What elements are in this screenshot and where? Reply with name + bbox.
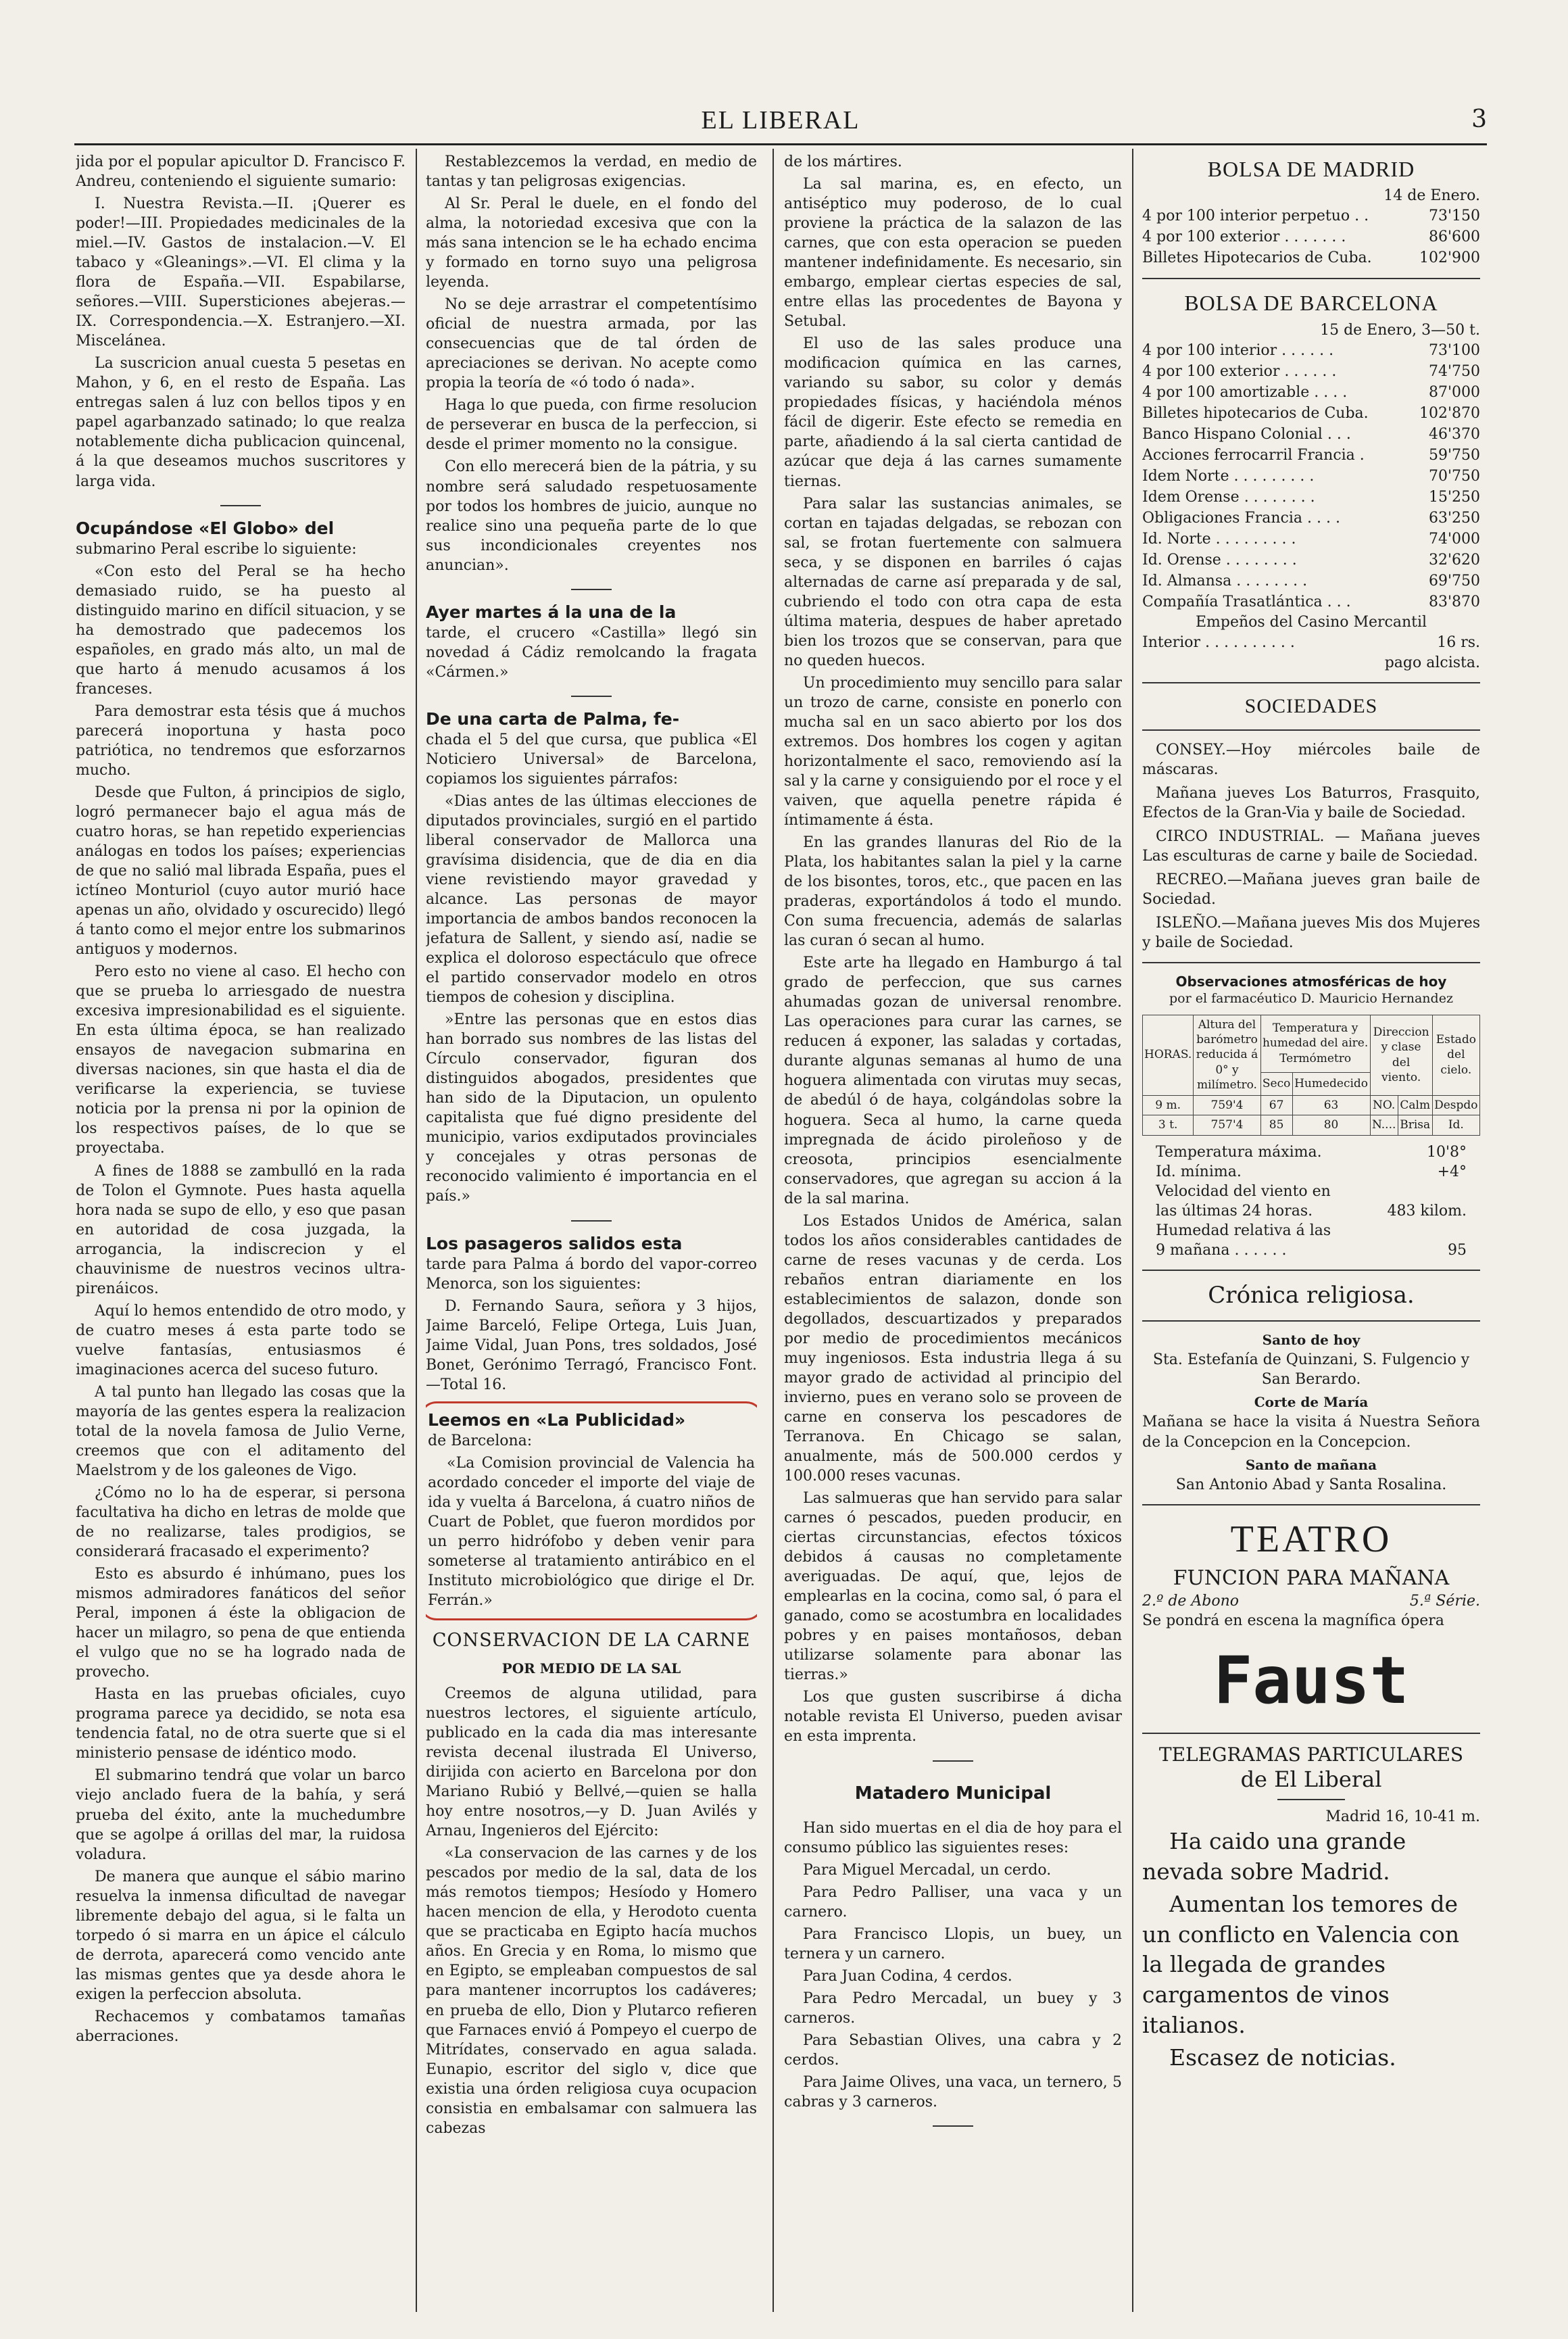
list-item: Para Pedro Palliser, una vaca y un carnero.	[784, 1883, 1122, 1921]
table-cell: 759'4	[1194, 1095, 1260, 1115]
paragraph: «La Comision provincial de Valencia ha acordado conceder el importe del viaje de ida y vuelta á Barcelona, á cuatro niños de Cuart de Poblet, que fueron mordidos por un perro hidrófobo y deben venir para someterse al tratamiento antirábico en el Instituto microbiológico que dirige el Dr. Ferrán.»	[428, 1454, 755, 1609]
bolsa-date: 14 de Enero.	[1383, 187, 1480, 205]
list-item: Para Sebastian Olives, una cabra y 2 cerdos.	[784, 2032, 1122, 2069]
table-cell: Id. Orense . . . . . . . .	[1142, 551, 1297, 569]
section-divider	[1142, 962, 1480, 963]
section-divider	[1277, 1799, 1345, 1800]
weather-label: las últimas 24 horas.	[1156, 1202, 1313, 1220]
table-header: Humedecido	[1292, 1072, 1370, 1095]
table-row	[1143, 1015, 1480, 1072]
table-row	[1142, 206, 1480, 226]
paragraph: Para demostrar esta tésis que á muchos parecerá inoportuna y hasta poco patriótica, no tendremos que esforzarnos mucho.	[76, 702, 406, 779]
paragraph: »Entre las personas que en estos dias han borrado sus nombres de las listas del Círculo conservador, figuran dos distinguidos abogados, presidentes que han sido de la Diputacion, un opulento capitalista que fué digno presidente del municipio, varios exdiputados provinciales y concejales y otras personas de reconocido valimiento é importancia en el país.»	[426, 1011, 757, 1205]
table-header: Altura del barómetro reducida á 0° y milímetro.	[1194, 1015, 1260, 1095]
weather-line	[1142, 1182, 1480, 1201]
abono-right: 5.ª Série.	[1409, 1593, 1480, 1610]
table-row	[1142, 632, 1480, 653]
telegram-date: Madrid 16, 10-41 m.	[1325, 1808, 1480, 1826]
paragraph: Ha caido una grande nevada sobre Madrid.	[1142, 1828, 1406, 1885]
paragraph: Esto es absurdo é inhúmano, pues los mismos admiradores fanáticos del señor Peral, imponen á éste la obligacion de hacer un milagro, so pena de que entienda el vulgo que no se ha logrado nada de provecho.	[76, 1566, 406, 1681]
table-row	[1142, 361, 1480, 382]
table-cell: 4 por 100 amortizable . . . .	[1142, 383, 1348, 401]
column-2	[426, 152, 757, 2315]
paragraph: A tal punto han llegado las cosas que la mayoría de las gentes espera la realizacion total de la novela famosa de Julio Verne, creemos que con el aditamento del Maelstrom y de los galeones de Vigo.	[76, 1383, 406, 1479]
table-cell: Brisa	[1398, 1115, 1432, 1135]
section-divider	[571, 696, 612, 697]
table-header: Direccion y clase del viento.	[1370, 1015, 1432, 1095]
paragraph: Aquí lo hemos entendido de otro modo, y de cuatro meses á esta parte todo se vuelve fantasías, entusiasmos é imaginaciones acerca del suceso futuro.	[76, 1302, 406, 1378]
teatro-heading: TEATRO	[1230, 1518, 1392, 1560]
paragraph: D. Fernando Saura, señora y 3 hijos, Jaime Barceló, Felipe Ortega, Luis Juan, Jaime Vidal, Juan Pons, tres soldados, José Bonet, Gerónimo Terragó, Francisco Font.—Total 16.	[426, 1297, 757, 1393]
subheading: Santo de hoy	[1262, 1331, 1361, 1348]
bolsa-madrid-table	[1142, 206, 1480, 268]
column-3	[784, 152, 1122, 2315]
paragraph: Al Sr. Peral le duele, en el fondo del alma, la notoriedad excesiva que con la más sana intencion se le ha echado encima y formado en torno suyo una peligrosa leyenda.	[426, 195, 757, 291]
table-cell: 74'750	[1428, 362, 1480, 380]
weather-summary	[1142, 1142, 1480, 1260]
article-headline: De una carta de Palma, fe-	[426, 708, 680, 729]
column-rule	[773, 149, 774, 2312]
table-cell: Id. Almansa . . . . . . . .	[1142, 572, 1308, 589]
section-divider	[220, 505, 261, 506]
paragraph: I. Nuestra Revista.—II. ¡Querer es poder!—III. Propiedades medicinales de la miel.—IV. Gastos de instalacion.—V. El tabaco y «Gleanings».—VI. El clima y la flora de España.—VII. Espabilarse, señores.—VIII. Supersticiones abejeras.—IX. Correspondencia.—X. Estranjero.—XI. Miscelánea.	[76, 195, 406, 350]
section-divider	[1142, 682, 1480, 683]
table-row	[1142, 424, 1480, 445]
table-cell: 63'250	[1428, 509, 1480, 527]
weather-label: 9 mañana . . . . . .	[1156, 1241, 1287, 1259]
weather-label: Temperatura máxima.	[1156, 1143, 1322, 1161]
table-row	[1143, 1095, 1480, 1115]
paragraph: Han sido muertas en el dia de hoy para el consumo público las siguientes reses:	[784, 1819, 1122, 1856]
telegram-text	[1142, 1827, 1480, 2073]
table-row	[1142, 487, 1480, 508]
paragraph: «La conservacion de las carnes y de los pescados por medio de la sal, data de los más remotos tiempos; Hesíodo y Homero hacen mencion de ella, y Herodoto cuenta que se practicaba en Egipto hacía muchos años. En Grecia y en Roma, lo mismo que en Egipto, se empleaban compuestos de sal para mantener incorruptos los cadáveres; en prueba de ello, Dion y Plutarco refieren que Farnaces envió á Pompeyo el cuerpo de Mitrídates, conservado en agua salada. Eunapio, escritor del siglo v, dice que existia una órden religiosa cuya ocupacion consistia en embalsamar con salmuera las cabezas	[426, 1845, 757, 2137]
paragraph: Este arte ha llegado en Hamburgo á tal grado de perfeccion, que sus carnes ahumadas gozan de universal renombre. Las operaciones para curar las carnes, se reducen á exponer, las saladas y cortadas, durante algunas semanas al humo de una hoguera alimentada con virutas muy secas, de abedúl ó de haya, colgándolas sobre la hoguera. Seca al humo, la carne queda impregnada de ácido piroleñoso y de creosota, principios esencialmente conservadores, que agregan su accion á la de la sal marina.	[784, 955, 1122, 1207]
section-divider	[1142, 1733, 1480, 1734]
section-divider	[1142, 1270, 1480, 1271]
table-cell: Interior . . . . . . . . . .	[1142, 634, 1295, 652]
weather-value: 95	[1448, 1241, 1467, 1259]
sociedades-list	[1142, 740, 1480, 953]
table-cell: 63	[1292, 1095, 1370, 1115]
table-cell: 102'900	[1419, 249, 1480, 267]
weather-line	[1142, 1240, 1480, 1260]
table-row	[1142, 247, 1480, 268]
article-headline: Ocupándose «El Globo» del	[76, 518, 335, 538]
article-lead: chada el 5 del que cursa, que publica «El Noticiero Universal» de Barcelona, copiamos los siguientes párrafos:	[426, 731, 757, 788]
table-row	[1142, 508, 1480, 529]
abono-line	[1142, 1591, 1480, 1611]
bolsa-madrid-heading: BOLSA DE MADRID	[1207, 157, 1415, 181]
table-cell: Idem Norte . . . . . . . . .	[1142, 467, 1315, 485]
table-row	[1142, 529, 1480, 550]
table-row	[1142, 382, 1480, 403]
section-divider	[1142, 278, 1480, 279]
table-cell: 15'250	[1428, 488, 1480, 506]
header-text: Termómetro	[1279, 1051, 1352, 1065]
paragraph: Creemos de alguna utilidad, para nuestros lectores, el siguiente artículo, publicado en la cada dia mas interesante revista decenal ilustrada El Universo, dirijida con acierto en Barcelona por don Mariano Rubió y Bellvé,—quien se halla hoy entre nosotros,—y D. Juan Avilés y Arnau, Ingenieros del Ejército:	[426, 1685, 757, 1840]
table-cell: Calm	[1398, 1095, 1432, 1115]
table-row	[1142, 403, 1480, 424]
article-headline: Los pasageros salidos esta	[426, 1233, 683, 1253]
paragraph: Aumentan los temores de un conflicto en Valencia con la llegada de grandes cargamentos de vinos italianos.	[1142, 1891, 1460, 2038]
page-number: 3	[1471, 105, 1487, 133]
paragraph: «Con esto del Peral se ha hecho demasiado ruido, se ha puesto al distinguido marino en difícil situacion, y se ha demostrado que padecemos los españoles, en grado más alto, un mal de que harto á menudo acusamos á los franceses.	[76, 562, 406, 698]
table-cell: 70'750	[1428, 467, 1480, 485]
funcion-heading: FUNCION PARA MAÑANA	[1173, 1566, 1450, 1590]
paragraph: La sal marina, es, en efecto, un antiséptico muy poderoso, de lo cual proviene la práctica de la salazon de las carnes, que con esta operacion se pueden mantener indefinidamente. Es necesario, sin embargo, emplear ciertas especies de sal, entre ellas las procedentes de Bayona y Setubal.	[784, 176, 1122, 331]
table-row	[1142, 226, 1480, 247]
section-divider	[1142, 729, 1480, 731]
bolsa-barcelona-heading: BOLSA DE BARCELONA	[1184, 291, 1438, 316]
article-headline: Leemos en «La Publicidad»	[428, 1409, 686, 1430]
table-cell: 73'100	[1428, 341, 1480, 359]
section-heading: CONSERVACION DE LA CARNE	[432, 1630, 751, 1651]
table-cell: 32'620	[1428, 551, 1480, 569]
bolsa-date: 15 de Enero, 3—50 t.	[1320, 321, 1480, 339]
table-row	[1142, 592, 1480, 612]
column-4	[1142, 152, 1480, 2315]
paragraph: «Dias antes de las últimas elecciones de diputados provinciales, surgió en el partido liberal conservador de Mallorca una gravísima disidencia, que de dia en dia viene revistiendo mayor gravedad y alcance. Las personas de mayor importancia de ambos bandos reconocen la jefatura de Sallent, y siendo así, nadie se explica el doloroso espectáculo que ofrece el partido conservador modelo en otros tiempos de cohesion y disciplina.	[426, 792, 757, 1007]
paragraph: de los mártires.	[784, 153, 902, 170]
empenos-table	[1142, 632, 1480, 653]
article-lead: de Barcelona:	[428, 1432, 533, 1449]
table-row	[1142, 340, 1480, 361]
table-cell: 73'150	[1428, 208, 1480, 225]
weather-value: 10'8°	[1426, 1143, 1467, 1161]
table-cell: Id.	[1432, 1115, 1479, 1135]
header-text: Temperatura y humedad del aire.	[1262, 1021, 1369, 1051]
subheading: Corte de María	[1254, 1394, 1369, 1411]
weather-label: Velocidad del viento en	[1156, 1182, 1331, 1200]
paragraph: A fines de 1888 se zambulló en la rada de Tolon el Gymnote. Pues hasta aquella hora nada se supo de ello, y eso que pasan en autoridad de cosa juzgada, la arrogancia, la indiscrecion y el chauvinisme de nuestros vecinos ultra-pirenáicos.	[76, 1162, 406, 1297]
abono-left: 2.º de Abono	[1142, 1593, 1240, 1610]
table-cell: 3 t.	[1143, 1115, 1194, 1135]
table-cell: 46'370	[1428, 425, 1480, 443]
paragraph: La suscricion anual cuesta 5 pesetas en Mahon, y 6, en el resto de España. Las entregas salen á luz con bellos tipos y en papel agarbanzado satinado; lo que realza notablemente dicha publicacion quincenal, á la que deseamos muchos suscritores y larga vida.	[76, 355, 406, 490]
paragraph: San Antonio Abad y Santa Rosalina.	[1175, 1476, 1447, 1493]
table-cell: 69'750	[1428, 572, 1480, 589]
paragraph: ¿Cómo no lo ha de esperar, si persona facultativa ha dicho en letras de molde que de no realizarse, tales prodigios, se considerará fracasado el experimento?	[76, 1485, 406, 1561]
table-cell: 87'000	[1428, 383, 1480, 401]
table-cell: 4 por 100 exterior . . . . . . .	[1142, 228, 1346, 246]
table-cell: 86'600	[1428, 228, 1480, 246]
table-row	[1142, 550, 1480, 571]
pago-note: pago alcista.	[1384, 654, 1480, 672]
table-row	[1142, 571, 1480, 592]
table-cell: 4 por 100 interior perpetuo . .	[1142, 208, 1369, 225]
weather-value: +4°	[1437, 1163, 1467, 1180]
article-lead: submarino Peral escribe lo siguiente:	[76, 540, 357, 558]
section-divider	[933, 2125, 973, 2127]
telegramas-heading: TELEGRAMAS PARTICULARES	[1158, 1743, 1464, 1766]
table-row	[1142, 445, 1480, 466]
section-divider	[1142, 1504, 1480, 1505]
weather-subheading: por el farmacéutico D. Mauricio Hernandez	[1169, 991, 1453, 1007]
list-item: Mañana jueves Los Baturros, Frasquito, Efectos de la Gran-Via y baile de Sociedad.	[1142, 784, 1480, 821]
weather-line	[1142, 1221, 1480, 1240]
table-cell: 9 m.	[1143, 1095, 1194, 1115]
faust-title: Faust	[1213, 1642, 1409, 1718]
paragraph: Las salmueras que han servido para salar carnes ó pescados, pueden producir, en ciertas circunstancias, efectos tóxicos debidos á causas no completamente averiguadas. De aquí, que, lejos de emplearlas en la cocina, como sal, ó para el ganado, como se acostumbra en localidades pobres y en paises montañosos, deban utilizarse solamente para abonar las tierras.»	[784, 1490, 1122, 1684]
cronica-heading: Crónica religiosa.	[1208, 1281, 1415, 1309]
table-cell: Obligaciones Francia . . . .	[1142, 509, 1340, 527]
table-header	[1260, 1015, 1370, 1072]
column-rule	[1132, 149, 1133, 2312]
weather-line	[1142, 1201, 1480, 1221]
section-subheading: POR MEDIO DE LA SAL	[501, 1660, 681, 1677]
section-divider	[1142, 1320, 1480, 1322]
section-divider	[571, 1220, 612, 1222]
list-item: Para Francisco Llopis, un buey, un ternera y un carnero.	[784, 1925, 1122, 1962]
article-headline: Ayer martes á la una de la	[426, 602, 677, 622]
paragraph: Los Estados Unidos de América, salan todos los años considerables cantidades de carne de reses vacunas y de cerda. Los rebaños entran diariamente en los establecimientos de salazon, donde son degollados, descuartizados y preparados por medio de procedimientos mecánicos muy ingeniosos. Esta industria llega á su mayor grado de actividad al principio del invierno, pues en verano solo se proveen de carne en conserva los pescadores de Terranova. En Chicago se salan, anualmente, más de 500.000 cerdos y 100.000 reses vacunas.	[784, 1212, 1122, 1485]
list-item: Para Juan Codina, 4 cerdos.	[803, 1968, 1012, 1985]
table-cell: 4 por 100 interior . . . . . .	[1142, 341, 1334, 359]
weather-line	[1142, 1162, 1480, 1182]
paragraph: Se pondrá en escena la magnífica ópera	[1142, 1612, 1444, 1630]
paragraph: Los que gusten suscribirse á dicha notable revista El Universo, pueden avisar en esta imprenta.	[784, 1689, 1122, 1745]
table-cell: Idem Orense . . . . . . . .	[1142, 488, 1315, 506]
table-cell: 80	[1292, 1115, 1370, 1135]
paragraph: Restablezcemos la verdad, en medio de tantas y tan peligrosas exigencias.	[426, 153, 757, 191]
table-cell: NO.	[1370, 1095, 1398, 1115]
weather-label: Humedad relativa á las	[1156, 1222, 1331, 1239]
section-divider	[933, 1760, 973, 1762]
weather-line	[1142, 1142, 1480, 1162]
table-header: HORAS.	[1143, 1015, 1194, 1095]
list-item: Para Pedro Mercadal, un buey y 3 carneros.	[784, 1990, 1122, 2027]
bolsa-barcelona-table	[1142, 340, 1480, 612]
paragraph: Escasez de noticias.	[1169, 2044, 1396, 2071]
sociedades-heading: SOCIEDADES	[1244, 695, 1378, 718]
table-header: Seco	[1260, 1072, 1292, 1095]
section-divider	[571, 589, 612, 590]
table-cell: Banco Hispano Colonial . . .	[1142, 425, 1351, 443]
list-item: CIRCO INDUSTRIAL. — Mañana jueves Las esculturas de carne y baile de Sociedad.	[1142, 827, 1480, 865]
telegramas-subheading: de El Liberal	[1240, 1766, 1382, 1792]
paragraph: Haga lo que pueda, con firme resolucion de perseverar en busca de la perfeccion, si desde el primer momento no la consigue.	[426, 397, 757, 454]
table-cell: 85	[1260, 1115, 1292, 1135]
weather-heading: Observaciones atmosféricas de hoy	[1175, 973, 1447, 990]
weather-label: Id. mínima.	[1156, 1163, 1242, 1180]
paragraph: Con ello merecerá bien de la pátria, y su nombre será saludado respetuosamente por todos los hombres de juicio, aunque no realice sino una pequeña parte de lo que sus incondicionales creyentes nos anuncian».	[426, 458, 757, 574]
table-header: Estado del cielo.	[1432, 1015, 1479, 1095]
highlighted-article	[426, 1401, 757, 1620]
table-cell: Compañía Trasatlántica . . .	[1142, 594, 1351, 610]
list-item: Para Miguel Mercadal, un cerdo.	[803, 1861, 1052, 1879]
paragraph: Hasta en las pruebas oficiales, cuyo programa parece ya decidido, se nota esa tendencia fatal, no de otra suerte que si el ministerio pensase de idéntico modo.	[76, 1686, 406, 1762]
table-cell: Id. Norte . . . . . . . . .	[1142, 530, 1296, 548]
table-cell: Billetes hipotecarios de Cuba.	[1142, 404, 1369, 422]
table-cell: 67	[1260, 1095, 1292, 1115]
table-cell: 74'000	[1428, 530, 1480, 548]
paragraph: En las grandes llanuras del Rio de la Plata, los habitantes salan la piel y la carne de los bisontes, toros, etc., que pacen en las praderas, exportándolos á todo el mundo. Con suma frecuencia, además de salarlas las curan ó secan al humo.	[784, 834, 1122, 950]
article-lead: tarde para Palma á bordo del vapor-correo Menorca, son los siguientes:	[426, 1255, 757, 1293]
table-row	[1143, 1115, 1480, 1135]
weather-value: 483 kilom.	[1387, 1202, 1467, 1220]
table-cell: 757'4	[1194, 1115, 1260, 1135]
table-cell: 59'750	[1428, 446, 1480, 464]
empenos-heading: Empeños del Casino Mercantil	[1195, 614, 1427, 631]
paragraph: Rechacemos y combatamos tamañas aberraciones.	[76, 2008, 406, 2045]
masthead	[74, 101, 1487, 145]
masthead-title: EL LIBERAL	[701, 106, 860, 135]
table-cell: 16 rs.	[1437, 634, 1480, 652]
paragraph: Desde que Fulton, á principios de siglo, logró permanecer bajo el agua más de cuatro horas, se han repetido experiencias análogas en todos los países; experiencias de que no salió mal librada España, pues el ictíneo Monturiol (cuyo autor murió hace apenas un año, olvidado y oscurecido) llegó á tanto como el mejor entre los submarinos antiguos y modernos.	[76, 783, 406, 959]
list-item: RECREO.—Mañana jueves gran baile de Sociedad.	[1142, 871, 1480, 908]
paragraph: Sta. Estefanía de Quinzani, S. Fulgencio y San Berardo.	[1152, 1351, 1470, 1389]
paragraph: El submarino tendrá que volar un barco viejo anclado fuera de la bahía, y será prueba del éxito, ante la muchedumbre que se agolpe á orillas del mar, la ruidosa voladura.	[76, 1767, 406, 1863]
paragraph: No se deje arrastrar el competentísimo oficial de nuestra armada, por las consecuencias que de tal órden de apreciaciones se derivan. No acepte como propia la teoría de «ó todo ó nada».	[426, 296, 757, 392]
column-1	[76, 152, 406, 2315]
list-item: ISLEÑO.—Mañana jueves Mis dos Mujeres y baile de Sociedad.	[1142, 914, 1480, 951]
list-item: CONSEY.—Hoy miércoles baile de máscaras.	[1142, 741, 1480, 778]
weather-table	[1142, 1015, 1480, 1136]
table-cell: N....	[1370, 1115, 1398, 1135]
table-cell: 4 por 100 exterior . . . . . .	[1142, 362, 1337, 380]
list-item: Para Jaime Olives, una vaca, un ternero, 5 cabras y 3 carneros.	[784, 2074, 1122, 2111]
table-cell: Acciones ferrocarril Francia .	[1142, 446, 1365, 464]
paragraph: Un procedimiento muy sencillo para salar un trozo de carne, consiste en ponerlo con mucha sal en un saco abierto por los dos extremos. Dos hombres los cogen y agitan horizontalmente el saco, removiendo así la sal y la carne y consiguiendo por el roce y el vaiven, que aquella penetre rápida é íntimamente á ésta.	[784, 674, 1122, 829]
table-cell: 102'870	[1419, 404, 1480, 422]
paragraph: tarde, el crucero «Castilla» llegó sin novedad á Cádiz remolcando la fragata «Cármen.»	[426, 624, 757, 681]
table-cell: Billetes Hipotecarios de Cuba.	[1142, 249, 1372, 267]
section-heading: Matadero Municipal	[854, 1783, 1052, 1804]
table-row	[1142, 466, 1480, 487]
paragraph: jida por el popular apicultor D. Francisco F. Andreu, conteniendo el siguiente sumario:	[76, 153, 406, 191]
subheading: Santo de mañana	[1245, 1456, 1377, 1473]
paragraph: Para salar las sustancias animales, se cortan en tajadas delgadas, se rebozan con sal, se frotan fuertemente con salmuera seca, y se disponen en barriles ó cajas alternadas de carne así preparada y de sal, cubriendo el todo con otra capa de esta última materia, despues de haber apretado bien los trozos que se conservan, para que no queden huecos.	[784, 495, 1122, 669]
paragraph: Pero esto no viene al caso. El hecho con que se prueba lo arriesgado de nuestra excesiva impresionabilidad es el siguiente. En esta última época, se han realizado ensayos de navegacion submarina en diversas naciones, sin que hasta el dia de verificarse la experiencia, se tuviese noticia por la prensa ni por la opinion de los respectivos países, de lo que se proyectaba.	[76, 963, 406, 1157]
paragraph: Mañana se hace la visita á Nuestra Señora de la Concepcion en la Concepcion.	[1142, 1414, 1480, 1451]
paragraph: El uso de las sales produce una modificacion química en las carnes, variando su sabor, su color y demás propiedades físicas, y haciéndola ménos fácil de digerir. Este efecto se remedia en parte, añadiendo á la sal cierta cantidad de azúcar que deja á las carnes sumamente tiernas.	[784, 335, 1122, 490]
table-cell: Despdo	[1432, 1095, 1479, 1115]
paragraph: De manera que aunque el sábio marino resuelva la inmensa dificultad de navegar libremente debajo del agua, si le falta un torpedo ó si marra en un ápice el cálculo de derrota, aparecerá como vencido ante las mismas gentes que ya desde ahora le exigen la perfeccion absoluta.	[76, 1868, 406, 2003]
table-cell: 83'870	[1428, 594, 1480, 610]
column-rule	[416, 149, 417, 2312]
